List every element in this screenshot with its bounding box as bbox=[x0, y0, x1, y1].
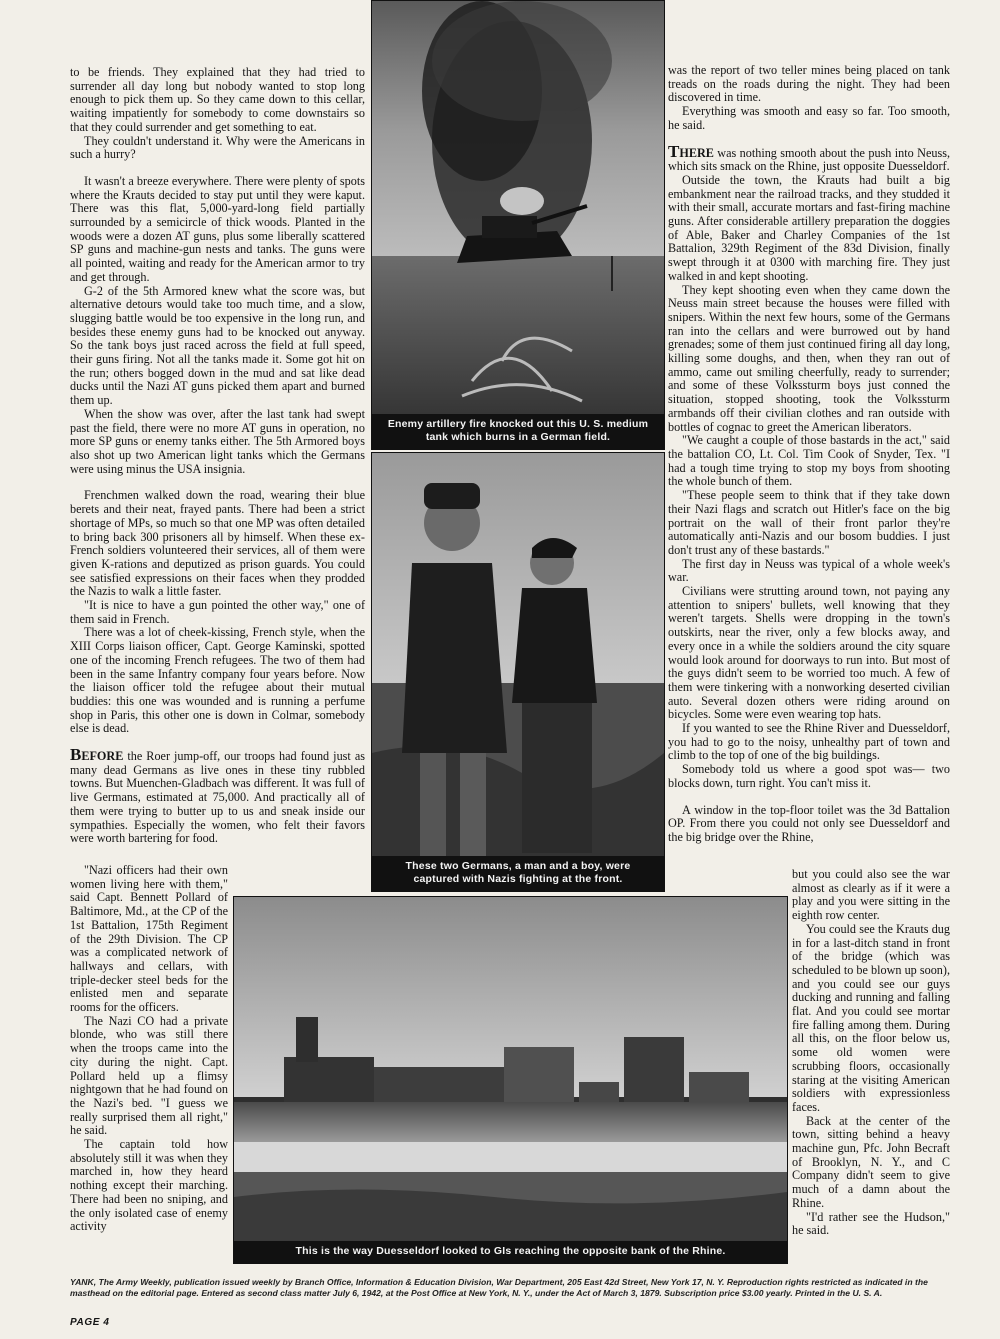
paragraph: was the report of two teller mines being placed on tank treads on the roads during the night. They had been discovered in time. bbox=[668, 63, 950, 105]
paragraph: A window in the top-floor toilet was the 3d Battalion OP. From there you could not only see Duesseldorf and the big bridge over the Rhine, bbox=[668, 802, 950, 844]
tank-photo bbox=[371, 0, 665, 450]
paragraph: to be friends. They explained that they had tried to surrender all day long but nobody wanted to stop long enough to pick them up. So they came down to this cellar, waiting impatiently for somebody to come downstairs so that they could surrender and get something to eat. bbox=[70, 65, 365, 134]
right-narrow-column bbox=[792, 868, 950, 1238]
masthead-footer: YANK, The Army Weekly, publication issued weekly by Branch Office, Information & Education Division, War Department, 205 East 42d Street, New York 17, N. Y. Reproduction rights restricted as indicated in the masthead on the editorial page. Entered as second class matter July 6, 1942, at the Post Office at New York, N. Y., under the Act of March 3, 1879. Subscription price $3.00 yearly. Printed in the U. S. A. bbox=[70, 1277, 928, 1298]
paragraph: It wasn't a breeze everywhere. There were plenty of spots where the Krauts decided to stay put until they were kaput. There was this flat, 5,000-yard-long field partially surrounded by a semicircle of thick woods. Planted in the woods were a dozen AT guns, plus some liberally scattered SP guns and machine-gun nests and tanks. The guns were all pointed, waiting and ready for the American armor to try and get through. bbox=[70, 173, 365, 284]
drop-cap: T bbox=[668, 141, 680, 161]
paragraph: "These people seem to think that if they take down their Nazi flags and scratch out Hitler's face on the big portrait on the wall of their front parlor they're automatically anti-Nazis and our bosom buddies. I just don't trust any of these bastards." bbox=[668, 488, 950, 557]
lead-word: EFORE bbox=[81, 749, 124, 764]
paragraph: "Nazi officers had their own women living here with them," said Capt. Bennett Pollard of Baltimore, Md., at the CP of the 1st Battalion, 175th Regiment of the 29th Division. The CP was a complicated network of hallways and cellars, with triple-decker steel beds for the enlisted men and separate rooms for the officers. bbox=[70, 863, 228, 1015]
paragraph: "I'd rather see the Hudson," he said. bbox=[792, 1209, 950, 1238]
paragraph: You could see the Krauts dug in for a last-ditch stand in front of the bridge (which was scheduled to be blown up soon), and you could see our guys ducking and running and falling flat. And you could see mortar fire falling among them. During all this, on the floor below us, some old women were scrubbing floors, occasionally staring at the visiting American soldiers with expressionless faces. bbox=[792, 921, 950, 1114]
page-number: PAGE 4 bbox=[70, 1317, 110, 1328]
left-narrow-column bbox=[70, 864, 228, 1234]
paragraph: They kept shooting even when they came down the Neuss main street because the houses were filled with snipers. Within the next few hours, some of the Germans ran into the cellars and were burrowed out by hand grenades; some of them just continued firing all day long, killing some doughs, and then, when they ran out of ammo, came out smiling cheerfully, ready to surrender; and some of these Volkssturm boys just conned the situation, stopped shooting, took the Volkssturm armbands off their civilian clothes and ran outside with bottles of cognac to greet the American liberators. bbox=[668, 282, 950, 434]
paragraph: There was a lot of cheek-kissing, French style, when the XIII Corps liaison officer, Capt. George Kaminski, spotted one of the incoming French refugees. The two of them had been in the same Infantry company four years before. Now the liaison officer told the refugee about their mutual buddies: this one was wounded and is running a perfume shop in Paris, this other one is down in Colmar, somebody else is dead. bbox=[70, 625, 365, 736]
rhine-photo bbox=[233, 896, 788, 1264]
paragraph: Civilians were strutting around town, not paying any attention to snipers' bullets, well knowing that they weren't targets. Shells were dropping in the town's outskirts, near the river, only a few blocks away, and every once in a while the soldiers around the city square would look around for doorways to run into. But most of the guys didn't seem to be worried too much. A few of them were tinkering with a nonworking deserted civilian auto. Several dozen others were riding around on bicycles. Some were even wearing top hats. bbox=[668, 584, 950, 722]
paragraph: They couldn't understand it. Why were the Americans in such a hurry? bbox=[70, 133, 365, 162]
paragraph: Everything was smooth and easy so far. Too smooth, he said. bbox=[668, 104, 950, 132]
section-opening-paragraph bbox=[70, 745, 365, 846]
paragraph: The Nazi CO had a private blonde, who was still there when the troops came into the city during the night. Capt. Pollard held up a flimsy nightgown that he had found on the Nazi's bed. "I guess we really surprised them all right," he said. bbox=[70, 1013, 228, 1138]
germans-photo-image bbox=[372, 453, 664, 891]
paragraph: "We caught a couple of those bastards in the act," said the battalion CO, Lt. Col. Tim Cook of Snyder, Tex. "I had a tough time trying to stop my boys from shooting the whole bunch of them. bbox=[668, 433, 950, 489]
rhine-photo-caption: This is the way Duesseldorf looked to GIs reaching the opposite bank of the Rhine. bbox=[234, 1241, 787, 1263]
lead-word: HERE bbox=[679, 145, 714, 160]
germans-photo-caption: These two Germans, a man and a boy, were captured with Nazis fighting at the front. bbox=[372, 856, 664, 891]
rhine-photo-image bbox=[234, 897, 787, 1263]
paragraph-text: the Roer jump-off, our troops had found just as many dead Germans as live ones in these tiny rubbled towns. But Muenchen-Gladbach was different. It was full of live Germans, estimated at 75,000. And practically all of them were trying to butter up to us and sneak inside our sympathies. Especially the women, who felt their favors were worth bartering for food. bbox=[70, 749, 365, 846]
drop-cap: B bbox=[70, 745, 82, 765]
paragraph: G-2 of the 5th Armored knew what the score was, but alternative detours would take too much time, and a slow, slugging battle would be too expensive in the long run, and besides these enemy guns had to be knocked out anyway. So the tank boys just raced across the field at full speed, their guns firing. Not all the tanks made it. Some got hit on the run; others bogged down in the mud and sat like dead ducks until the Nazi AT guns picked them apart and burned them up. bbox=[70, 283, 365, 408]
paragraph: but you could also see the war almost as clearly as if it were a play and you were sitting in the eighth row center. bbox=[792, 867, 950, 923]
paragraph: If you wanted to see the Rhine River and Duesseldorf, you had to go to the noisy, unhealthy part of town and climb to the top of one of the big buildings. bbox=[668, 721, 950, 763]
paragraph: The captain told how absolutely still it was when they marched in, how they heard nothing except their marching. There had been no sniping, and the only isolated case of enemy activity bbox=[70, 1137, 228, 1234]
paragraph-text: was nothing smooth about the push into Neuss, which sits smack on the Rhine, just opposite Duesseldorf. bbox=[668, 145, 950, 174]
section-opening-paragraph bbox=[668, 141, 950, 174]
paragraph: Outside the town, the Krauts had built a big embankment near the railroad tracks, and they studded it with their small, accurate mortars and fast-firing machine guns. After considerable artillery preparation the doggies of Able, Baker and Charley Companies of the 1st Battalion, 329th Regiment of the 83d Division, finally swept through it at 0300 with marching fire. They just walked in and kept shooting. bbox=[668, 172, 950, 283]
paragraph: "It is nice to have a gun pointed the other way," one of them said in French. bbox=[70, 598, 365, 626]
paragraph: The first day in Neuss was typical of a whole week's war. bbox=[668, 556, 950, 585]
tank-photo-image bbox=[372, 1, 664, 449]
left-column bbox=[70, 66, 365, 846]
paragraph: Somebody told us where a good spot was— two blocks down, turn right. You can't miss it. bbox=[668, 762, 950, 790]
right-column bbox=[668, 64, 950, 845]
tank-photo-caption: Enemy artillery fire knocked out this U. S. medium tank which burns in a German field. bbox=[372, 414, 664, 449]
paragraph: When the show was over, after the last tank had swept past the field, there were no more AT guns in operation, no more SP guns or enemy tanks either. The 5th Armored boys also shot up two American light tanks which the Germans were using minus the USA insignia. bbox=[70, 406, 365, 476]
paragraph: Frenchmen walked down the road, wearing their blue berets and their neat, frayed pants. There had been a strict shortage of MPs, so much so that one MP was often detailed to bring back 300 prisoners all by himself. When these ex-French soldiers volunteered their services, all of them were given K-rations and deputized as prison guards. You could see satisfied expressions on their faces when they prodded the Nazis to walk a little faster. bbox=[70, 488, 365, 599]
germans-photo bbox=[371, 452, 665, 892]
paragraph: Back at the center of the town, sitting behind a heavy machine gun, Pfc. John Becraft of Brooklyn, N. Y., and C Company didn't seem to give much of a damn about the Rhine. bbox=[792, 1113, 950, 1210]
